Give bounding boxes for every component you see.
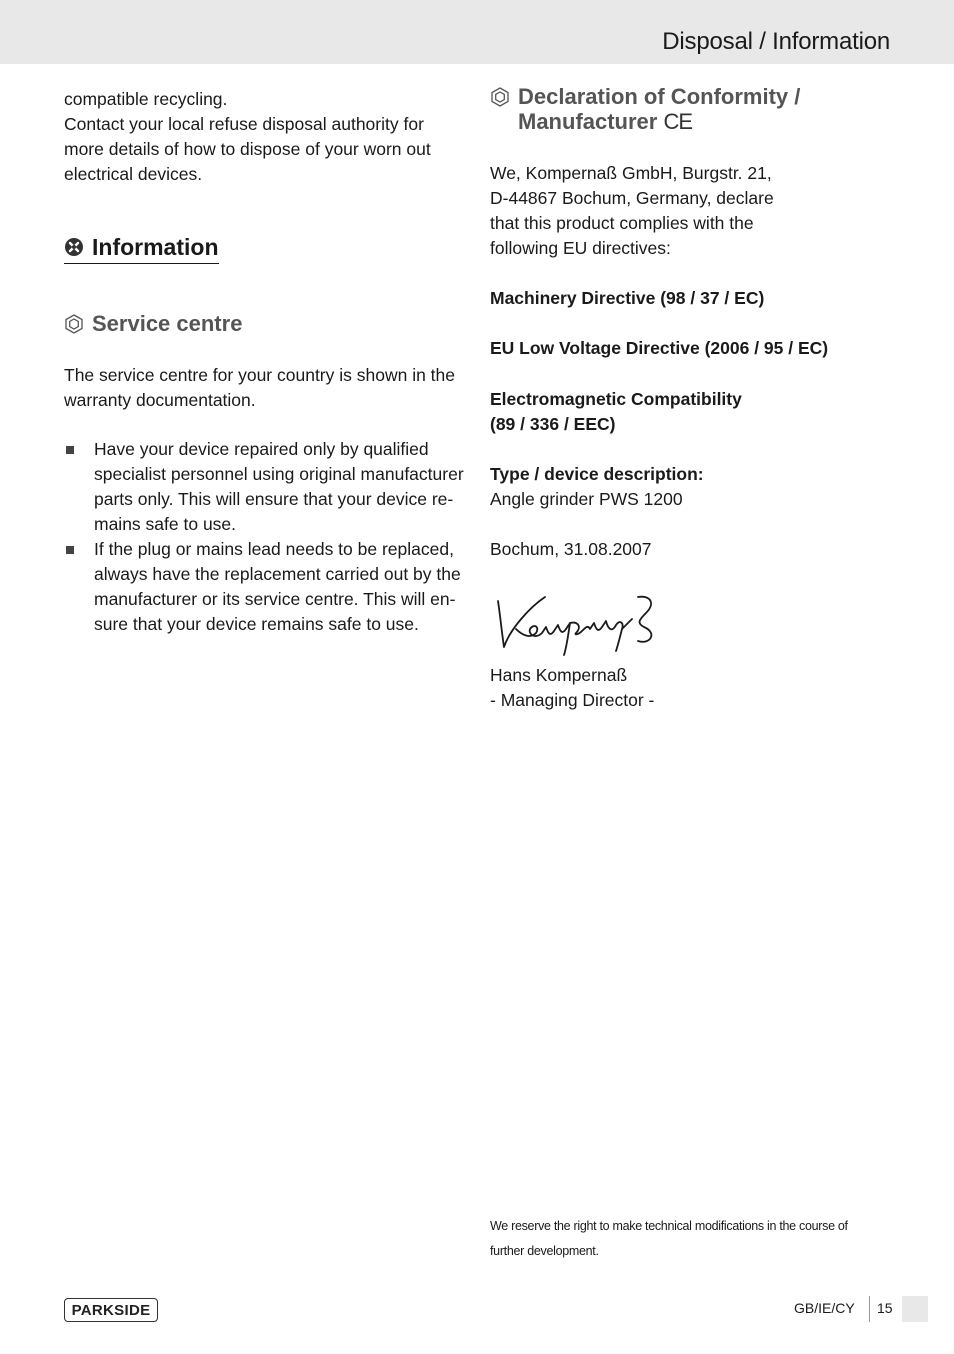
intro-line: more details of how to dispose of your worn out <box>64 139 431 159</box>
directive-machinery: Machinery Directive (98 / 37 / EC) <box>490 288 765 308</box>
intro-paragraph <box>64 87 466 187</box>
page-title: Disposal / Information <box>662 28 890 55</box>
bullet-line: Have your device repaired only by qualified <box>94 439 429 459</box>
declaration-line: that this product complies with the <box>490 213 754 233</box>
list-item <box>64 537 466 637</box>
bullet-line: If the plug or mains lead needs to be replaced, <box>94 539 454 559</box>
square-bullet-icon <box>66 546 74 554</box>
wrench-cross-icon <box>64 237 84 257</box>
bullet-line: always have the replacement carried out by the <box>94 564 461 584</box>
directive-emc: Electromagnetic Compatibility <box>490 389 742 409</box>
footer-divider <box>869 1296 870 1322</box>
hexagon-icon <box>490 87 510 107</box>
type-label: Type / device description: <box>490 464 704 484</box>
list-item <box>64 437 466 537</box>
footer-language-codes: GB/IE/CY <box>794 1300 855 1316</box>
page-number: 15 <box>877 1300 893 1316</box>
service-line: The service centre for your country is shown in the <box>64 365 456 385</box>
directive-low-voltage: EU Low Voltage Directive (2006 / 95 / EC) <box>490 338 829 358</box>
declaration-heading-line: Declaration of Conformity / <box>518 84 801 109</box>
service-centre-heading-label: Service centre <box>92 311 243 336</box>
bullet-line: mains safe to use. <box>94 514 237 534</box>
footnote-line: We reserve the right to make technical modifications in the course of <box>490 1219 848 1233</box>
intro-line: Contact your local refuse disposal authority for <box>64 114 424 134</box>
parkside-logo: PARKSIDE <box>64 1298 158 1322</box>
declaration-heading-line: Manufacturer <box>518 109 658 134</box>
footnote <box>490 1214 900 1264</box>
bullet-line: manufacturer or its service centre. This will en- <box>94 589 456 609</box>
hexagon-icon <box>64 314 84 334</box>
information-heading-label: Information <box>92 234 219 260</box>
service-paragraph <box>64 363 466 413</box>
signatory-title: - Managing Director - <box>490 690 655 710</box>
signatory-name: Hans Kompernaß <box>490 665 628 685</box>
place-date: Bochum, 31.08.2007 <box>490 539 652 559</box>
safety-bullet-list <box>64 437 466 637</box>
signature-image <box>490 589 665 659</box>
intro-line: compatible recycling. <box>64 89 228 109</box>
information-heading <box>64 233 219 264</box>
left-column <box>64 87 466 634</box>
right-column <box>490 84 900 1258</box>
bullet-line: specialist personnel using original manufacturer <box>94 464 464 484</box>
square-bullet-icon <box>66 446 74 454</box>
bullet-line: parts only. This will ensure that your device re- <box>94 489 454 509</box>
declaration-line: D-44867 Bochum, Germany, declare <box>490 188 774 208</box>
service-line: warranty documentation. <box>64 390 256 410</box>
footnote-line: further development. <box>490 1244 599 1258</box>
type-value: Angle grinder PWS 1200 <box>490 489 683 509</box>
bullet-line: sure that your device remains safe to use. <box>94 614 419 634</box>
footer-tab-marker <box>902 1296 928 1322</box>
intro-line: electrical devices. <box>64 164 203 184</box>
declaration-heading <box>490 84 900 134</box>
ce-mark: CE <box>663 109 693 134</box>
declaration-line: We, Kompernaß GmbH, Burgstr. 21, <box>490 163 772 183</box>
declaration-line: following EU directives: <box>490 238 671 258</box>
directive-emc-code: (89 / 336 / EEC) <box>490 414 616 434</box>
service-centre-heading <box>64 311 242 337</box>
declaration-paragraph <box>490 161 900 261</box>
